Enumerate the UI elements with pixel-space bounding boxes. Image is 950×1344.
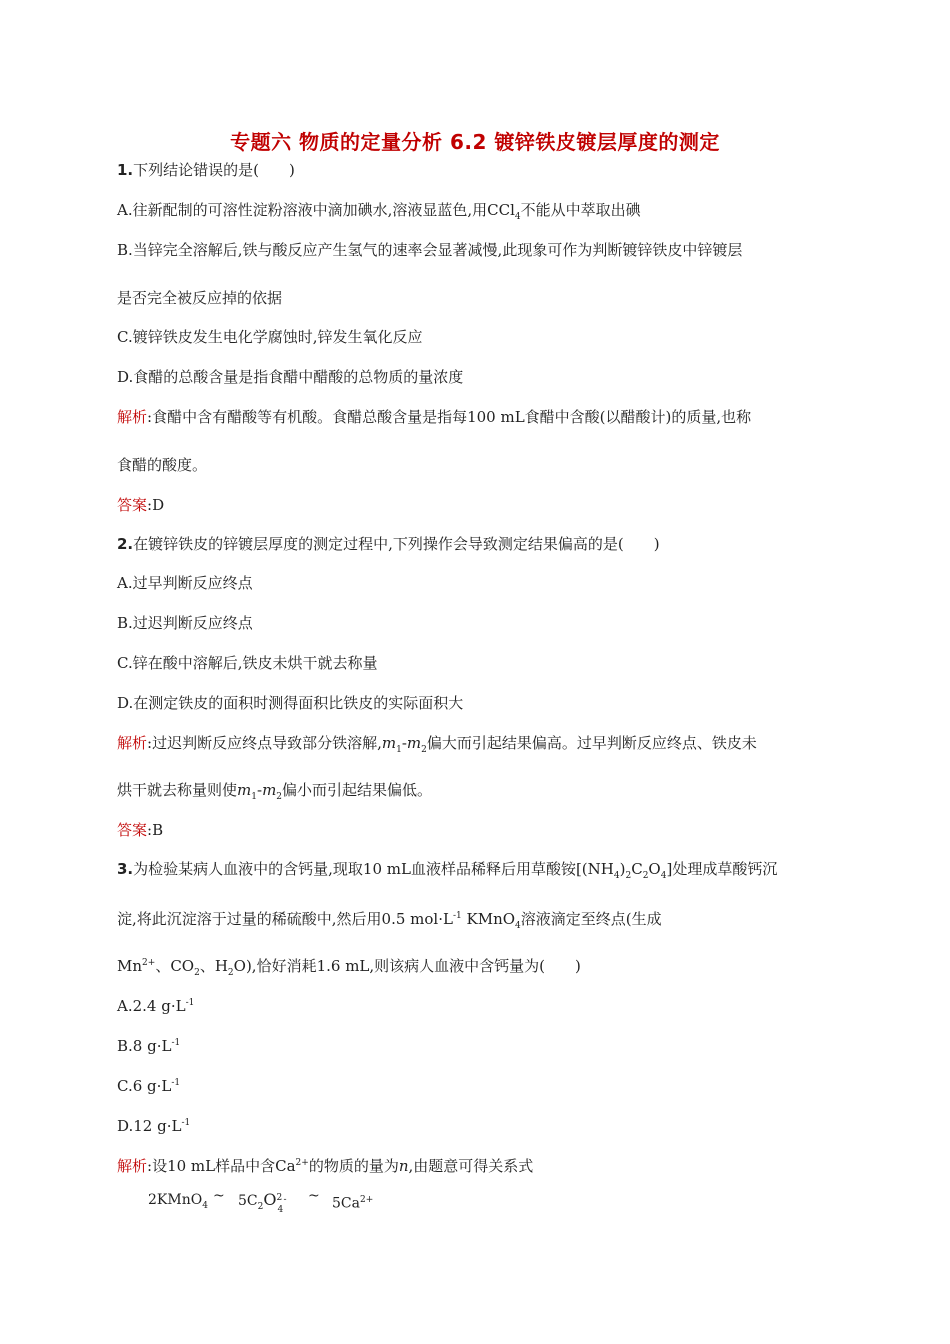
q1-option-d: D.食醋的总酸含量是指食醋中醋酸的总物质的量浓度 xyxy=(117,368,464,386)
formula-tilde-1: ~ xyxy=(213,1188,225,1204)
q3-analysis-var-n: n xyxy=(398,1157,409,1175)
q3-analysis xyxy=(117,1153,533,1176)
formula-kmno4-sub: 4 xyxy=(202,1200,208,1211)
q2-option-c: C.锌在酸中溶解后,铁皮未烘干就去称量 xyxy=(117,654,378,672)
q1-option-a-text: A.往新配制的可溶性淀粉溶液中滴加碘水,溶液显蓝色,用CCl xyxy=(117,201,515,219)
q3-l3-text: Mn xyxy=(117,957,143,975)
q3-l1-mid3: O xyxy=(648,860,661,878)
q2-number: 2. xyxy=(117,535,134,553)
q2-minus: - xyxy=(401,734,407,752)
q3-l2-sub: 4 xyxy=(515,921,521,931)
q1-analysis-line1 xyxy=(117,407,751,427)
q3-option-b-sup: -1 xyxy=(171,1038,181,1048)
q1-answer xyxy=(117,495,164,515)
q2-option-b: B.过迟判断反应终点 xyxy=(117,614,253,632)
formula-tilde-2: ~ xyxy=(308,1188,320,1204)
q2-var-m2-sub-b: 2 xyxy=(276,792,283,802)
q2-analysis-line2 xyxy=(117,780,432,807)
formula-kmno4 xyxy=(148,1190,208,1216)
q3-option-b-text: B.8 g·L xyxy=(117,1037,172,1055)
q3-number: 3. xyxy=(117,860,134,878)
q3-l2-mid: KMnO xyxy=(461,910,516,928)
q3-option-c-sup: -1 xyxy=(171,1078,181,1088)
formula-oxalate-charge xyxy=(276,1190,288,1215)
q3-option-d-text: D.12 g·L xyxy=(117,1117,182,1135)
formula-oxalate-o: O xyxy=(263,1190,277,1209)
q1-option-a-sub: 4 xyxy=(514,212,521,222)
q2-analysis-text2-post: 偏小而引起结果偏低。 xyxy=(282,781,433,799)
q3-option-b xyxy=(117,1033,180,1056)
q3-option-a xyxy=(117,993,194,1016)
q3-analysis-sup: 2+ xyxy=(295,1158,309,1168)
formula-oxalate-sup: 2 xyxy=(276,1193,283,1203)
q3-l1-sub2: 2 xyxy=(625,871,632,881)
q3-l1-sub4: 4 xyxy=(660,871,667,881)
q3-analysis-label: 解析 xyxy=(117,1157,148,1175)
q2-analysis-label: 解析 xyxy=(117,734,148,752)
q3-l2-sup: -1 xyxy=(452,911,462,921)
q3-l3-mid2: 、H xyxy=(199,957,228,975)
q3-l1-text: 为检验某病人血液中的含钙量,现取10 mL血液样品稀释后用草酸铵[(NH xyxy=(133,860,614,878)
q2-var-m1: m xyxy=(381,734,397,752)
q3-l1-mid1: ) xyxy=(619,860,626,878)
q3-option-c xyxy=(117,1073,180,1096)
q3-l1-sub3: 2 xyxy=(642,871,649,881)
q3-option-a-sup: -1 xyxy=(185,998,195,1008)
q2-var-m1-sub-b: 1 xyxy=(251,792,257,802)
q3-l1-sub1: 4 xyxy=(613,871,620,881)
q3-l3-sub1: 2 xyxy=(194,968,200,978)
q1-stem xyxy=(117,160,295,180)
q1-analysis-line2: 食醋的酸度。 xyxy=(117,456,208,474)
q3-l3-sub2: 2 xyxy=(227,968,234,978)
q3-l3-post: O),恰好消耗1.6 mL,则该病人血液中含钙量为( ) xyxy=(233,957,581,975)
q1-analysis-label: 解析 xyxy=(117,408,148,426)
q2-answer xyxy=(117,820,163,840)
q2-answer-label: 答案 xyxy=(117,821,148,839)
q3-l2-post: 溶液滴定至终点(生成 xyxy=(520,910,662,928)
formula-kmno4-text: 2KMnO xyxy=(148,1192,203,1208)
q2-stem-text: 在镀锌铁皮的锌镀层厚度的测定过程中,下列操作会导致测定结果偏高的是( ) xyxy=(133,535,660,553)
q2-var-m1-sub: 1 xyxy=(396,745,402,755)
q1-stem-text: 下列结论错误的是( ) xyxy=(133,161,295,179)
q3-l3-sup: 2+ xyxy=(142,958,156,968)
q2-var-m1-b: m xyxy=(237,781,252,799)
q1-option-b-line1: B.当锌完全溶解后,铁与酸反应产生氢气的速率会显著减慢,此现象可作为判断镀锌铁皮中锌镀层 xyxy=(117,241,743,259)
q1-answer-value: :D xyxy=(147,496,165,514)
q1-option-b-line2: 是否完全被反应掉的依据 xyxy=(117,289,283,307)
q2-option-d: D.在测定铁皮的面积时测得面积比铁皮的实际面积大 xyxy=(117,694,464,712)
page-title: 专题六 物质的定量分析 6.2 镀锌铁皮镀层厚度的测定 xyxy=(230,130,720,154)
q3-stem-line3 xyxy=(117,953,581,983)
formula-calcium-text: 5Ca xyxy=(332,1195,360,1212)
q2-stem xyxy=(117,534,660,554)
q2-var-m2: m xyxy=(406,734,422,752)
q3-l2-text: 淀,将此沉淀溶于过量的稀硫酸中,然后用0.5 mol·L xyxy=(117,910,453,928)
formula-oxalate-text: 5C xyxy=(238,1193,258,1209)
q2-analysis-text1-post: 偏大而引起结果偏高。过早判断反应终点、铁皮未 xyxy=(426,734,757,752)
formula-oxalate-sub2: 4 xyxy=(277,1205,284,1215)
q1-answer-label: 答案 xyxy=(117,496,148,514)
q2-analysis-line1 xyxy=(117,733,757,760)
q3-analysis-text: :设10 mL样品中含Ca xyxy=(147,1157,296,1175)
q3-analysis-post: ,由题意可得关系式 xyxy=(408,1157,534,1175)
q2-var-m2-sub: 2 xyxy=(421,745,427,755)
q3-l1-mid2: C xyxy=(631,860,643,878)
formula-oxalate xyxy=(238,1190,288,1217)
formula-oxalate-sub: 2 xyxy=(257,1201,264,1212)
q2-answer-value: :B xyxy=(147,821,164,839)
formula-calcium-sup: 2+ xyxy=(359,1195,374,1205)
q3-analysis-mid: 的物质的量为 xyxy=(308,1157,399,1175)
q2-var-m2-b: m xyxy=(262,781,277,799)
q3-option-c-text: C.6 g·L xyxy=(117,1077,172,1095)
q2-option-a: A.过早判断反应终点 xyxy=(117,574,253,592)
formula-oxalate-minus: - xyxy=(283,1195,287,1205)
q1-number: 1. xyxy=(117,161,134,179)
q3-stem-line1 xyxy=(117,859,777,886)
q3-l3-mid1: 、CO xyxy=(155,957,195,975)
q1-option-a-tail: 不能从中萃取出碘 xyxy=(520,201,641,219)
q3-stem-line2 xyxy=(117,906,662,936)
q3-option-d-sup: -1 xyxy=(181,1118,191,1128)
q3-option-a-text: A.2.4 g·L xyxy=(117,997,186,1015)
q1-option-a xyxy=(117,200,641,227)
q2-analysis-text1: :过迟判断反应终点导致部分铁溶解, xyxy=(147,734,382,752)
q3-option-d xyxy=(117,1113,190,1136)
q1-option-c: C.镀锌铁皮发生电化学腐蚀时,锌发生氧化反应 xyxy=(117,328,423,346)
q2-analysis-text2: 烘干就去称量则使 xyxy=(117,781,238,799)
q1-analysis-text1: :食醋中含有醋酸等有机酸。食醋总酸含量是指每100 mL食醋中含酸(以醋酸计)的质量,也称 xyxy=(147,408,752,426)
q3-l1-post: ]处理成草酸钙沉 xyxy=(666,860,778,878)
formula-calcium xyxy=(332,1190,373,1214)
q2-minus-b: - xyxy=(256,781,263,799)
